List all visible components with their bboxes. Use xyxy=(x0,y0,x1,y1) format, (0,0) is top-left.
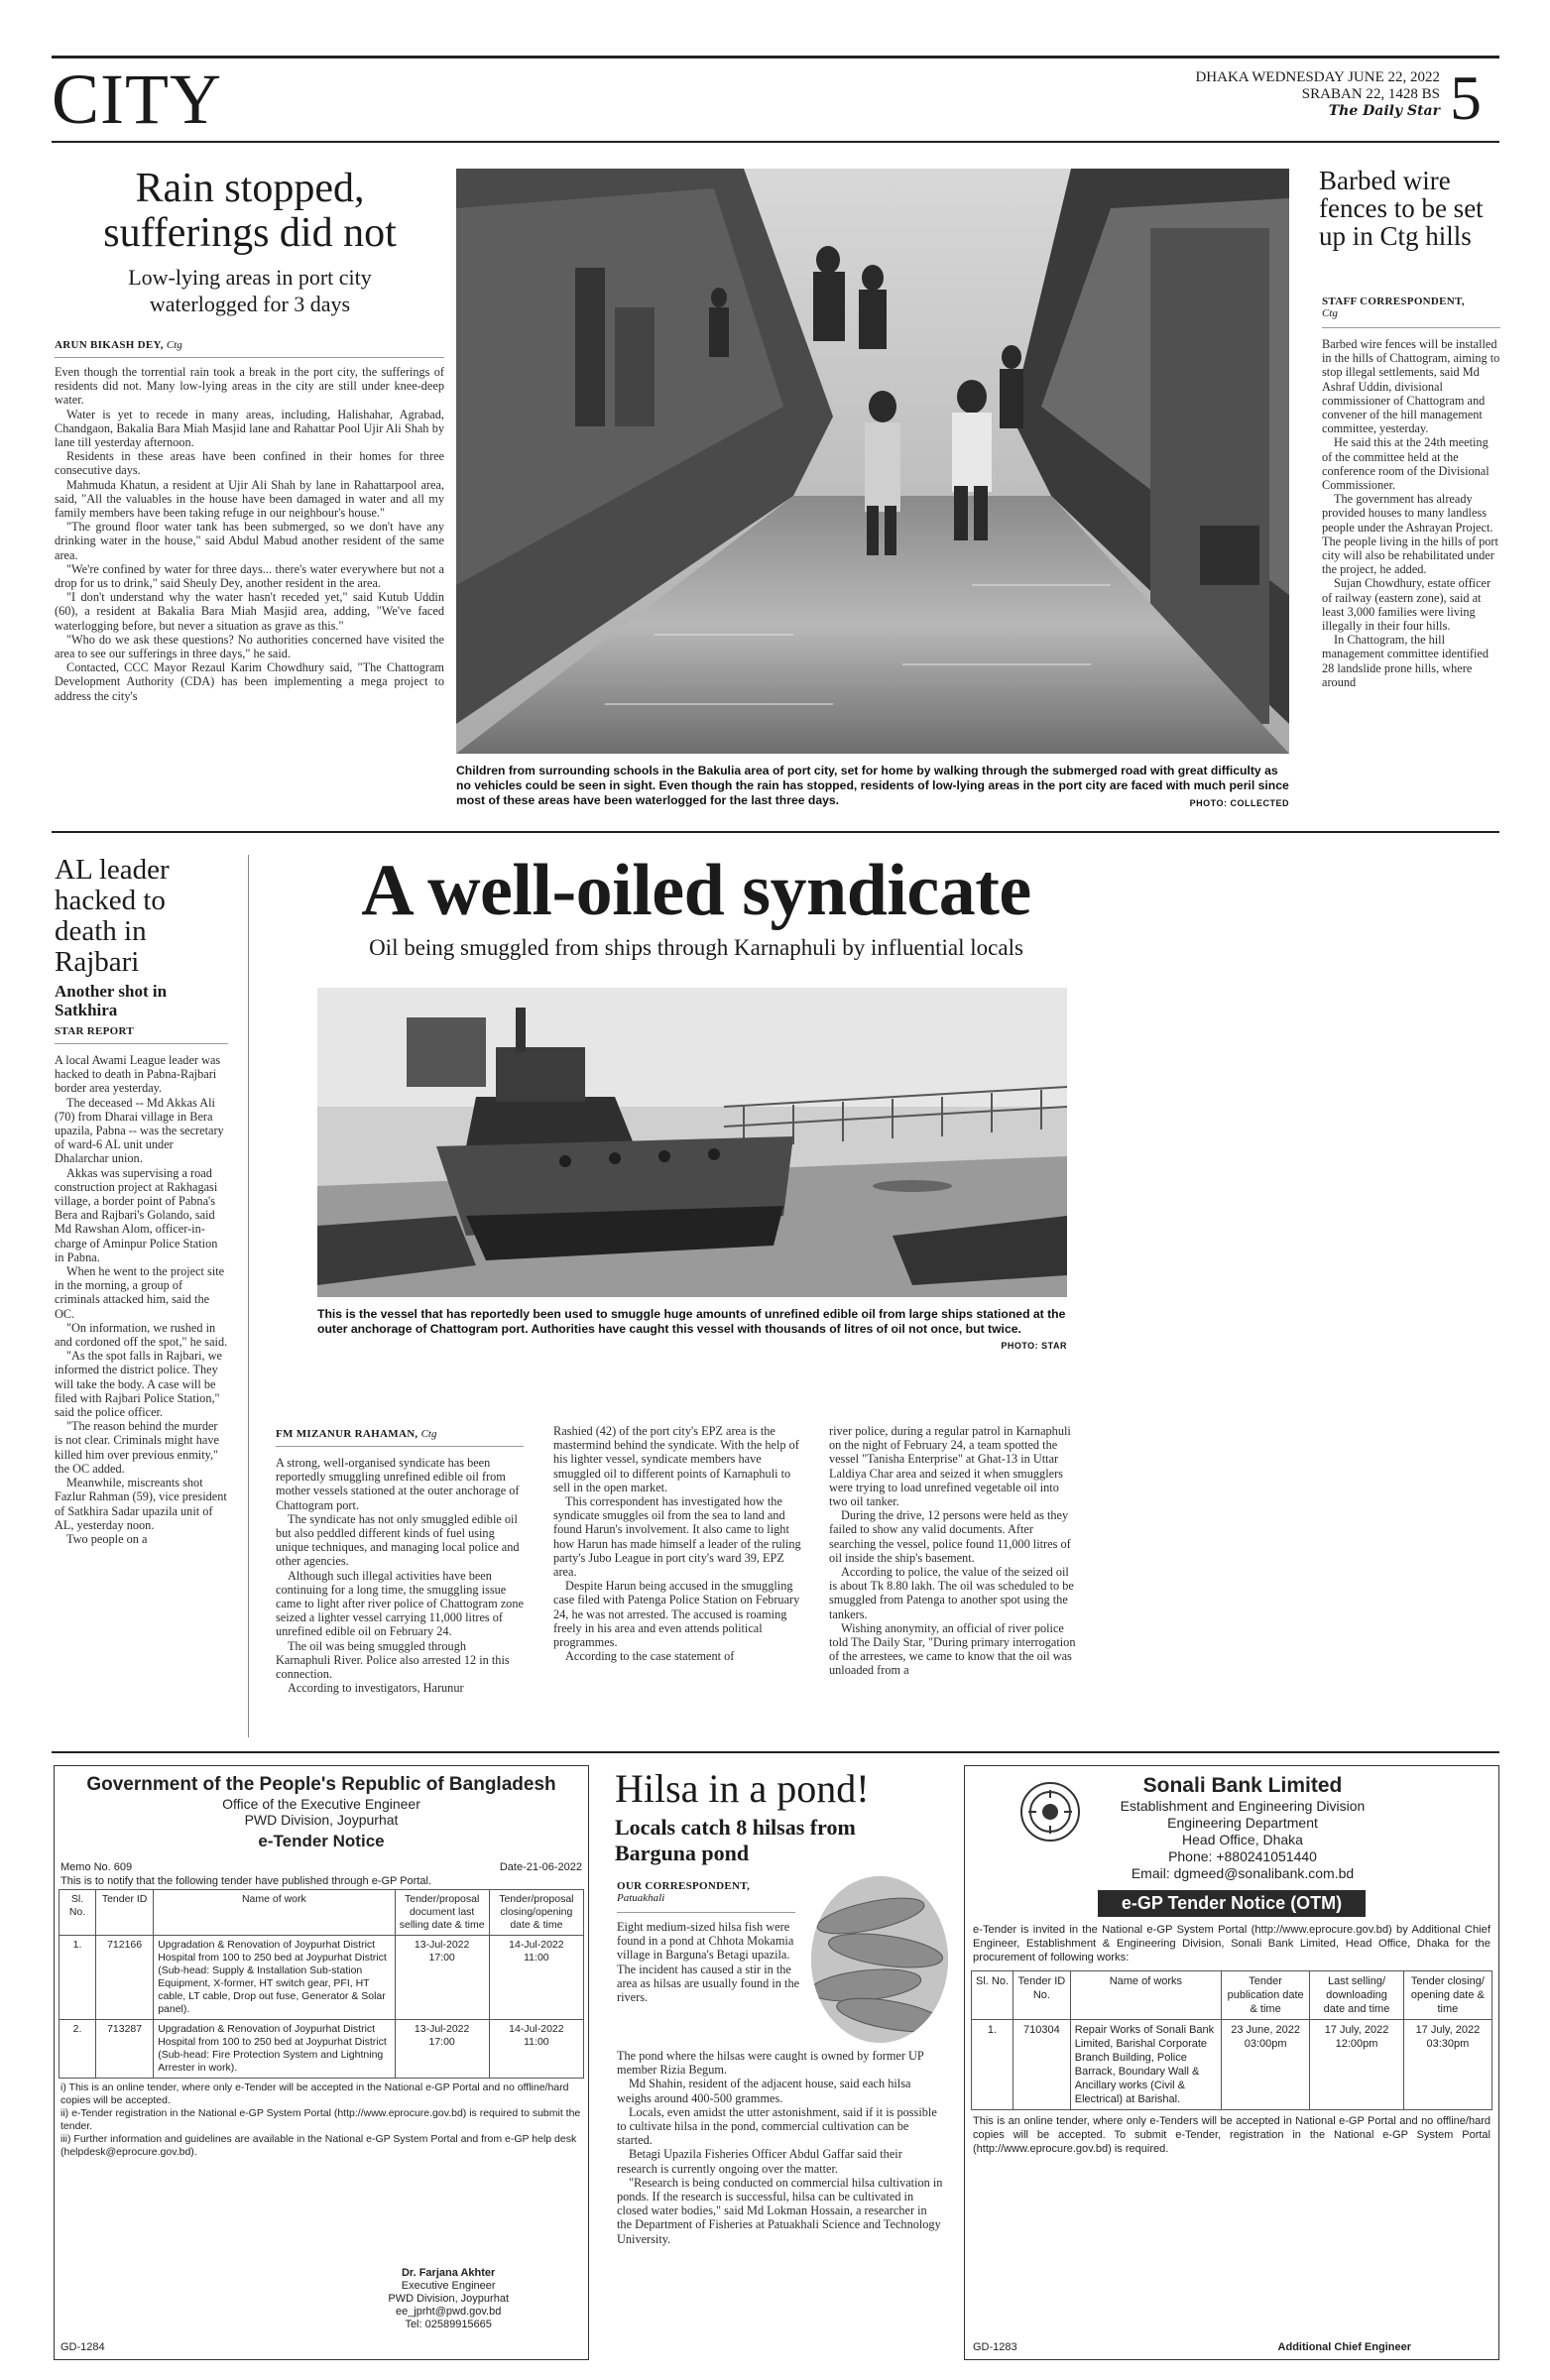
syndicate-paragraph: Although such illegal activities have been continuing for a long time, the smuggling issue came to light after river police of Chattogram zone seized a lighter vessel carrying 11,000 litres of unrefined edible oil on February 24. xyxy=(276,1568,524,1639)
syndicate-byline-rule xyxy=(276,1446,524,1447)
barbed-paragraph: In Chattogram, the hill management committee identified 28 landslide prone hills, where around xyxy=(1322,633,1489,689)
rain-headline: Rain stopped, sufferings did not xyxy=(103,166,397,256)
al-body xyxy=(55,1053,228,1727)
table-header: Tender/proposal document last selling date & time xyxy=(395,1890,489,1936)
masthead-rule xyxy=(52,56,1499,59)
table-cell: 13-Jul-2022 17:00 xyxy=(395,2020,489,2079)
sonali-footer-row xyxy=(973,2341,1490,2353)
sonali-intro: e-Tender is invited in the National e-GP System Portal (http://www.eprocure.gov.bd) by Additional Chief Engineer, Establishment & Engineering Division, Sonali Bank Limited, Head Office, Dhaka for the procurement of following works: xyxy=(973,1924,1490,1964)
syndicate-paragraph: river police, during a regular patrol in Karnaphuli on the night of February 24, a team spotted the vessel "Tanisha Enterprise" at Ghat-13 in Uttar Laldiya Char area and seized it when smugglers were trying to load unrefined vegetable oil into two oil tanker. xyxy=(829,1424,1071,1509)
hilsa-lead xyxy=(617,1920,805,2047)
table-cell: 17 July, 2022 12:00pm xyxy=(1310,2020,1404,2110)
rain-byline-rule xyxy=(55,357,444,358)
rain-paragraph: "The ground floor water tank has been submerged, so we don't have any drinking water in the house," said Abdul Mabud another resident of the same area. xyxy=(55,520,444,562)
al-subhead: Another shot in Satkhira xyxy=(55,982,168,1019)
hilsa-byline: OUR CORRESPONDENT, Patuakhali xyxy=(617,1880,751,1904)
syndicate-caption: This is the vessel that has reportedly been used to smuggle huge amounts of unrefined edible oil from large ships stationed at the outer anchorage of Chattogram port. Authorities have caught this vessel with thousands of litres of oil not once, but twice. xyxy=(317,1307,1066,1336)
hilsa-paragraph: Betagi Upazila Fisheries Officer Abdul Gaffar said their research is currently ongoing over the matter. xyxy=(617,2147,902,2176)
al-paragraph: Two people on a xyxy=(66,1531,148,1546)
table-cell: 2. xyxy=(60,2020,96,2079)
hilsa-body xyxy=(617,2049,944,2362)
table-header: Sl. No. xyxy=(60,1890,96,1936)
sonali-line-3: Head Office, Dhaka xyxy=(1182,1832,1303,1847)
al-paragraph: "On information, we rushed in and cordoned off the spot," he said. xyxy=(55,1320,228,1350)
sonali-tender-table xyxy=(971,1970,1492,2110)
gov-ad-signer-title: Executive Engineer xyxy=(401,2280,496,2292)
paper-name: The Daily Star xyxy=(1328,103,1440,119)
vessel-image xyxy=(317,988,1067,1297)
rain-paragraph: "We're confined by water for three days... there's water everywhere but not a drop for us to drink," said Sheuly Dey, another resident in the area. xyxy=(55,561,444,591)
gov-ad-title: Government of the People's Republic of Bangladesh xyxy=(86,1774,556,1795)
rain-photo xyxy=(456,169,1289,754)
sonali-line-2: Engineering Department xyxy=(1167,1815,1318,1831)
gov-ad-tel: Tel: 02589915665 xyxy=(405,2319,492,2330)
table-header-row xyxy=(972,1971,1492,2020)
gov-tender-table xyxy=(59,1889,584,2079)
syndicate-photo xyxy=(317,988,1067,1297)
table-cell: Repair Works of Sonali Bank Limited, Barishal Corporate Branch Building, Police Barrack, Boundary Wall & Ancillary works (Civil & Electrical) at Barishal. xyxy=(1070,2020,1221,2110)
table-cell: 713287 xyxy=(96,2020,154,2079)
syndicate-paragraph: According to investigators, Harunur xyxy=(288,1681,464,1696)
gov-ad-notice: e-Tender Notice xyxy=(258,1832,385,1850)
table-cell: Upgradation & Renovation of Joypurhat District Hospital from 100 to 250 bed at Joypurhat District (Sub-head: Supply & Installation Sub-station Equipment, X-former, HT switch gear, PFI, HT cable, LT cable, Drop out fuse, Generator & Solar panel). xyxy=(154,1936,395,2020)
ads-top-rule xyxy=(52,1751,1499,1753)
barbed-headline: Barbed wire fences to be set up in Ctg hills xyxy=(1319,166,1484,251)
page-number: 5 xyxy=(1450,62,1482,133)
hilsa-story xyxy=(615,1767,922,1866)
rain-paragraph: Water is yet to recede in many areas, including, Halishahar, Agrabad, Chandgaon, Bakalia Bara Miah Masjid lane and Rahattar Pool Ujir Ali Shah by lane till yesterday afternoon. xyxy=(55,407,444,450)
gov-ad-email: ee_jprht@pwd.gov.bd xyxy=(395,2306,502,2318)
hilsa-fish-image xyxy=(811,1876,948,2043)
rain-paragraph: Residents in these areas have been confined in their homes for three consecutive days. xyxy=(55,449,444,478)
sonali-email: Email: dgmeed@sonalibank.com.bd xyxy=(1131,1865,1355,1881)
sonali-tender-ad xyxy=(964,1765,1499,2360)
gov-ad-code: GD-1284 xyxy=(60,2341,105,2353)
gov-ad-memo-row xyxy=(55,1851,588,1873)
table-header: Tender publication date & time xyxy=(1222,1971,1310,2020)
sonali-logo-icon xyxy=(1020,1782,1080,1842)
syndicate-headline: A well-oiled syndicate xyxy=(361,850,1031,931)
al-paragraph: "The reason behind the murder is not clear. Criminals might have killed him over previous enmity," the OC added. xyxy=(55,1419,219,1476)
top-section-rule xyxy=(52,831,1499,833)
al-story xyxy=(55,855,233,1019)
rain-caption-block xyxy=(456,764,1289,811)
gov-ad-note: iii) Further information and guidelines are available in the National e-GP System Portal and from e-GP help desk (helpdesk@eprocure.gov.bd). xyxy=(60,2133,577,2158)
table-row xyxy=(60,2020,584,2079)
hilsa-paragraph: Md Shahin, resident of the adjacent house, said each hilsa weighs around 400-500 grammes. xyxy=(617,2077,911,2105)
barbed-paragraph: Sujan Chowdhury, estate officer of railway (eastern zone), said at least 3,000 families were living illegally in their four hills. xyxy=(1322,576,1491,634)
rain-body xyxy=(55,365,444,811)
syndicate-paragraph: Despite Harun being accused in the smuggling case filed with Patenga Police Station on February 24, he was not arrested. The accused is roaming freely in his area and even attends political programmes. xyxy=(553,1579,800,1650)
masthead-bottom-rule xyxy=(52,141,1499,143)
dateline-block xyxy=(1111,69,1440,120)
barbed-byline-rule xyxy=(1322,327,1500,328)
barbed-paragraph: The government has already provided houses to many landless people under the Ashrayan Project. The people living in the hills of port city will also be rehabilitated under the project, he added. xyxy=(1322,492,1498,577)
sonali-footer: This is an online tender, where only e-Tenders will be accepted in National e-GP Portal and no offline/hard copies will be accepted. To submit e-Tender, registration in the National e-GP System Portal (http://www.eprocure.gov.bd) is required. xyxy=(973,2115,1490,2155)
al-headline: AL leader hacked to death in Rajbari xyxy=(55,854,170,978)
hilsa-subhead: Locals catch 8 hilsas from Barguna pond xyxy=(615,1815,856,1865)
table-header: Name of works xyxy=(1070,1971,1221,2020)
rain-byline: ARUN BIKASH DEY, Ctg xyxy=(55,339,182,351)
syndicate-paragraph: A strong, well-organised syndicate has been reportedly smuggling unrefined edible oil from mother vessels stationed at the outer anchorage of Chattogram port. xyxy=(276,1456,520,1512)
rain-story xyxy=(52,167,448,317)
sonali-phone: Phone: +880241051440 xyxy=(1168,1848,1317,1864)
hilsa-paragraph: "Research is being conducted on commercial hilsa cultivation in ponds. If the research is successful, hilsa can be cultivated in closed water bodies," said Md Lokman Hossain, a researcher in the Department of Fisheries at Patuakhali Science and Technology University. xyxy=(617,2175,943,2246)
barbed-body xyxy=(1322,337,1500,816)
rain-subhead: Low-lying areas in port city waterlogged for 3 days xyxy=(128,265,372,316)
gov-ad-signer-office: PWD Division, Joypurhat xyxy=(388,2293,509,2305)
rain-paragraph: Even though the torrential rain took a break in the port city, the sufferings of residents did not. Many low-lying areas in the city are still under knee-deep water. xyxy=(55,365,444,408)
table-header: Tender ID xyxy=(96,1890,154,1936)
table-cell: 23 June, 2022 03:00pm xyxy=(1222,2020,1310,2110)
gov-ad-office: Office of the Executive Engineer xyxy=(222,1796,420,1812)
hilsa-paragraph: Locals, even amidst the utter astonishment, said if it is possible to cultivate hilsa in the pond, commercial cultivation can be started. xyxy=(617,2104,937,2148)
table-cell: 17 July, 2022 03:30pm xyxy=(1403,2020,1491,2110)
syndicate-story xyxy=(260,851,1133,962)
table-cell: 13-Jul-2022 17:00 xyxy=(395,1936,489,2020)
table-cell: 1. xyxy=(60,1936,96,2020)
al-column-rule xyxy=(248,855,249,1737)
syndicate-paragraph: According to the case statement of xyxy=(565,1649,735,1664)
dateline: DHAKA WEDNESDAY JUNE 22, 2022 xyxy=(1195,69,1440,85)
table-row xyxy=(60,1936,584,2020)
table-header: Name of work xyxy=(154,1890,395,1936)
rain-paragraph: "Who do we ask these questions? No authorities concerned have visited the area to see our sufferings in three days," he said. xyxy=(55,632,444,661)
gov-ad-notes xyxy=(55,2079,588,2162)
syndicate-paragraph: The syndicate has not only smuggled edible oil but also peddled different kinds of fuel using unique techniques, and managing local police and other agencies. xyxy=(276,1511,520,1569)
al-paragraph: Akkas was supervising a road construction project at Rakhagasi village, a border point of Pabna's Bera and Rajbari's Golando, said Md Rawshan Alom, officer-in-charge of Aminpur Police Station in Pabna. xyxy=(55,1165,218,1264)
rain-paragraph: Mahmuda Khatun, a resident at Ujir Ali Shah by lane in Rahattarpool area, said, "All the valuables in the house have been damaged in water and all my family members have been taking refuge in our neighbour's house." xyxy=(55,477,444,521)
gov-ad-intro: This is to notify that the following tender have published through e-GP Portal. xyxy=(60,1875,432,1887)
barbed-paragraph: He said this at the 24th meeting of the committee held at the conference room of the Divisional Commissioner. xyxy=(1322,435,1490,493)
hilsa-byline-rule xyxy=(617,1912,795,1913)
table-row xyxy=(972,2020,1492,2110)
rain-photo-credit: PHOTO: COLLECTED xyxy=(1189,798,1289,808)
al-byline-rule xyxy=(55,1043,228,1044)
al-paragraph: A local Awami League leader was hacked to death in Pabna-Rajbari border area yesterday. xyxy=(55,1053,221,1096)
table-header: Last selling/ downloading date and time xyxy=(1310,1971,1404,2020)
table-header-row xyxy=(60,1890,584,1936)
sonali-bank-name: Sonali Bank Limited xyxy=(1142,1774,1343,1797)
table-header: Tender closing/ opening date & time xyxy=(1403,1971,1491,2020)
rain-paragraph: "I don't understand why the water hasn't receded yet," said Kutub Uddin (60), a resident at Bakalia Bara Miah Masjid area, adding, "We've faced waterlogging before, but never a situation as grave as this." xyxy=(55,590,444,633)
table-cell: Upgradation & Renovation of Joypurhat District Hospital from 100 to 250 bed at Joypurhat District (Sub-head: Fire Protection System and Lightning Arrester in work). xyxy=(154,2020,395,2079)
hilsa-headline: Hilsa in a pond! xyxy=(615,1766,870,1811)
table-cell: 710304 xyxy=(1013,2020,1071,2110)
syndicate-paragraph: This correspondent has investigated how the syndicate smuggles oil from the sea to land and found Harun's involvement. It also came to light how Harun has made himself a leader of the ruling party's Jubo League in port city's ward 39, EPZ area. xyxy=(553,1494,801,1580)
rain-paragraph: Contacted, CCC Mayor Rezaul Karim Chowdhury said, "The Chattogram Development Authority (CDA) has been implementing a mega project to address the city's xyxy=(55,660,444,703)
gov-ad-memo: Memo No. 609 xyxy=(60,1861,133,1873)
section-title: CITY xyxy=(52,60,222,139)
sonali-code: GD-1283 xyxy=(973,2341,1017,2353)
table-header: Sl. No. xyxy=(972,1971,1013,2020)
table-cell: 14-Jul-2022 11:00 xyxy=(489,1936,583,2020)
rain-caption: Children from surrounding schools in the Bakulia area of port city, set for home by walking through the submerged road with great difficulty as no vehicles could be seen in sight. Even though the rain has stopped, residents of low-lying areas in the port city are faced with much peril since most of these areas have been waterlogged for the last three days. xyxy=(456,764,1289,807)
hilsa-photo xyxy=(811,1876,948,2043)
gov-ad-note: ii) e-Tender registration in the National e-GP System Portal (http://www.eprocure.gov.bd) is required to submit the tender. xyxy=(60,2107,581,2132)
syndicate-paragraph: According to police, the value of the seized oil is about Tk 8.80 lakh. The oil was scheduled to be smuggled from Patenga to another spot using the tankers. xyxy=(829,1565,1074,1621)
hilsa-paragraph: The pond where the hilsas were caught is owned by former UP member Rizia Begum. xyxy=(617,2049,924,2078)
table-cell: 712166 xyxy=(96,1936,154,2020)
syndicate-paragraph: During the drive, 12 persons were held as they failed to show any valid documents. After searching the vessel, police found 11,000 litres of oil inside the ship's basement. xyxy=(829,1508,1071,1565)
gov-ad-division: PWD Division, Joypurhat xyxy=(244,1812,399,1828)
sonali-notice-banner: e-GP Tender Notice (OTM) xyxy=(1098,1890,1366,1917)
gov-tender-ad xyxy=(54,1765,589,2360)
syndicate-paragraph: Wishing anonymity, an official of river police told The Daily Star, "During primary interrogation of the arrestees, we came to know that the oil was unloaded from a xyxy=(829,1620,1076,1678)
syndicate-col-1 xyxy=(276,1456,524,1733)
dateline-bs: SRABAN 22, 1428 BS xyxy=(1301,86,1440,102)
table-cell: 14-Jul-2022 11:00 xyxy=(489,2020,583,2079)
al-paragraph: Meanwhile, miscreants shot Fazlur Rahman (59), vice president of Satkhira Sadar upazila unit of AL, yesterday noon. xyxy=(55,1476,227,1532)
al-paragraph: When he went to the project site in the morning, a group of criminals attacked him, said the OC. xyxy=(55,1264,225,1321)
syndicate-col-2 xyxy=(553,1424,801,1733)
barbed-byline: STAFF CORRESPONDENT, Ctg xyxy=(1322,296,1465,319)
sonali-line-1: Establishment and Engineering Division xyxy=(1120,1798,1366,1814)
syndicate-subhead: Oil being smuggled from ships through Karnaphuli by influential locals xyxy=(369,935,1023,960)
syndicate-byline: FM MIZANUR RAHAMAN, Ctg xyxy=(276,1428,437,1440)
table-cell: 1. xyxy=(972,2020,1013,2110)
syndicate-paragraph: Rashied (42) of the port city's EPZ area is the mastermind behind the syndicate. With the help of his lighter vessel, syndicate members have smuggled oil to different points of Karnaphuli to sell in the open market. xyxy=(553,1424,799,1494)
barbed-paragraph: Barbed wire fences will be installed in the hills of Chattogram, aiming to stop illegal settlements, said Md Ashraf Uddin, divisional commissioner of Chattogram and convener of the hill management committee, yesterday. xyxy=(1322,337,1500,436)
syndicate-paragraph: The oil was being smuggled through Karnaphuli River. Police also arrested 12 in this connection. xyxy=(276,1638,510,1682)
al-paragraph: "As the spot falls in Rajbari, we informed the district police. They will take the body. A case will be filed with Rajbari Police Station," said the police officer. xyxy=(55,1349,222,1420)
gov-ad-signature xyxy=(388,2267,509,2331)
gov-ad-note: i) This is an online tender, where only e-Tender will be accepted in the National e-GP Portal and no offline/hard copies will be accepted. xyxy=(60,2082,569,2106)
table-header: Tender ID No. xyxy=(1013,1971,1071,2020)
barbed-story xyxy=(1319,167,1499,250)
syndicate-col-3 xyxy=(829,1424,1077,1733)
hilsa-paragraph: Eight medium-sized hilsa fish were found in a pond at Chhota Mokamia village in Barguna's Betagi upazila. The incident has caused a stir in the area as hilsas are usually found in the rivers. xyxy=(617,1920,800,2005)
syndicate-caption-block xyxy=(317,1307,1067,1354)
flooded-alley-image xyxy=(456,169,1289,754)
gov-ad-date: Date-21-06-2022 xyxy=(499,1861,582,1873)
al-paragraph: The deceased -- Md Akkas Ali (70) from Dharai village in Bera upazila, Pabna -- was the secretary of ward-6 AL unit under Dhalarchar union. xyxy=(55,1095,224,1166)
al-byline: STAR REPORT xyxy=(55,1025,135,1037)
table-header: Tender/proposal closing/opening date & time xyxy=(489,1890,583,1936)
gov-ad-signer: Dr. Farjana Akhter xyxy=(401,2267,496,2279)
syndicate-photo-credit: PHOTO: STAR xyxy=(1001,1341,1067,1351)
sonali-signer: Additional Chief Engineer xyxy=(1277,2341,1411,2353)
